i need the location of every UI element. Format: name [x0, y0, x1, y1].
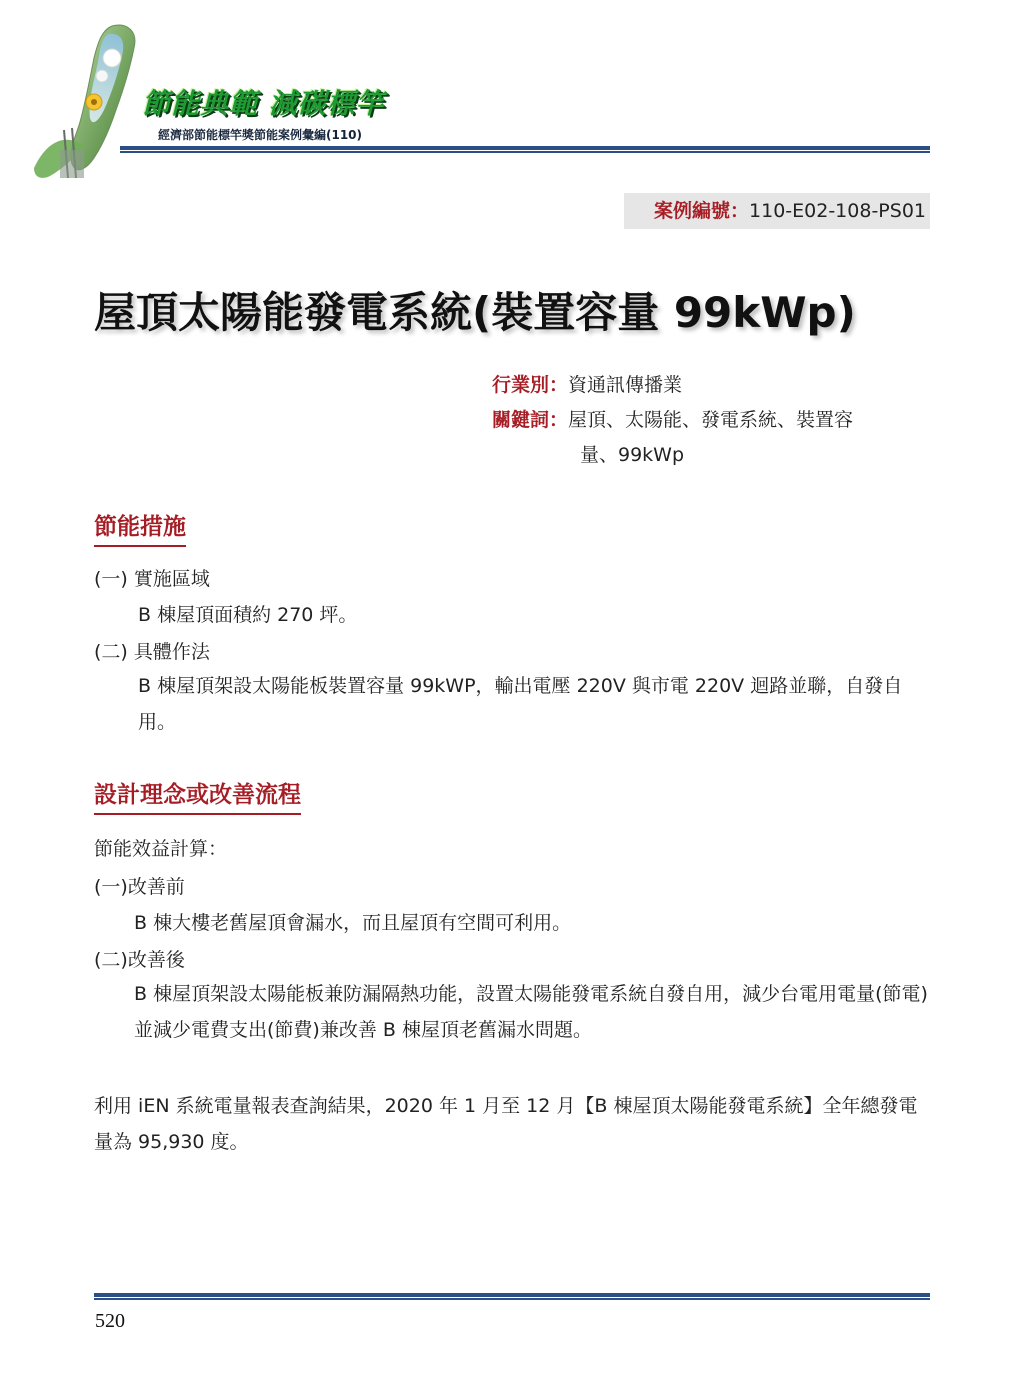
case-number-label: 案例編號： — [654, 200, 750, 222]
footer-rule — [94, 1293, 930, 1297]
after-text: B 棟屋頂架設太陽能板兼防漏隔熱功能，設置太陽能發電系統自發自用，減少台電用電量(節電)並減少電費支出(節費)兼改善 B 棟屋頂老舊漏水問題。 — [134, 983, 928, 1041]
measure-item-2-text: B 棟屋頂架設太陽能板裝置容量 99kWP，輸出電壓 220V 與市電 220V 迴路並聯，自發自用。 — [138, 675, 903, 733]
keywords-label: 關鍵詞： — [492, 409, 569, 431]
before-title: (一)改善前 — [94, 876, 185, 898]
section-heading-measures: 節能措施 — [94, 508, 186, 547]
keywords-value-continued: 量、99kWp — [580, 444, 685, 466]
taiwan-logo-icon — [24, 18, 154, 183]
case-number-box — [624, 193, 930, 229]
brand-subtitle: 經濟部節能標竿獎節能案例彙編(110) — [158, 128, 363, 142]
footer-rule-thin — [94, 1298, 930, 1300]
header-rule — [120, 146, 930, 150]
case-number-value: 110-E02-108-PS01 — [749, 200, 926, 222]
brand-title: 節能典範 減碳標竿 — [142, 87, 385, 120]
industry-value: 資通訊傳播業 — [568, 374, 683, 396]
industry-label: 行業別： — [492, 374, 569, 396]
keywords-value: 屋頂、太陽能、發電系統、裝置容 — [568, 409, 854, 431]
before-text: B 棟大樓老舊屋頂會漏水，而且屋頂有空間可利用。 — [134, 912, 572, 934]
measure-item-2-title: (二) 具體作法 — [94, 641, 210, 663]
result-text: 利用 iEN 系統電量報表查詢結果，2020 年 1 月至 12 月【B 棟屋頂太陽能發電系統】全年總發電量為 95,930 度。 — [94, 1095, 918, 1153]
page-number: 520 — [95, 1310, 125, 1332]
measure-item-1-text: B 棟屋頂面積約 270 坪。 — [138, 604, 358, 626]
page-title: 屋頂太陽能發電系統(裝置容量 99kWp) — [94, 288, 856, 337]
keywords-row — [492, 405, 853, 436]
industry-row — [492, 370, 682, 401]
benefit-intro: 節能效益計算： — [94, 838, 228, 860]
section-heading-design: 設計理念或改善流程 — [94, 776, 301, 815]
measure-item-1-title: (一) 實施區域 — [94, 568, 210, 590]
after-title: (二)改善後 — [94, 949, 185, 971]
header-rule-thin — [120, 151, 930, 153]
